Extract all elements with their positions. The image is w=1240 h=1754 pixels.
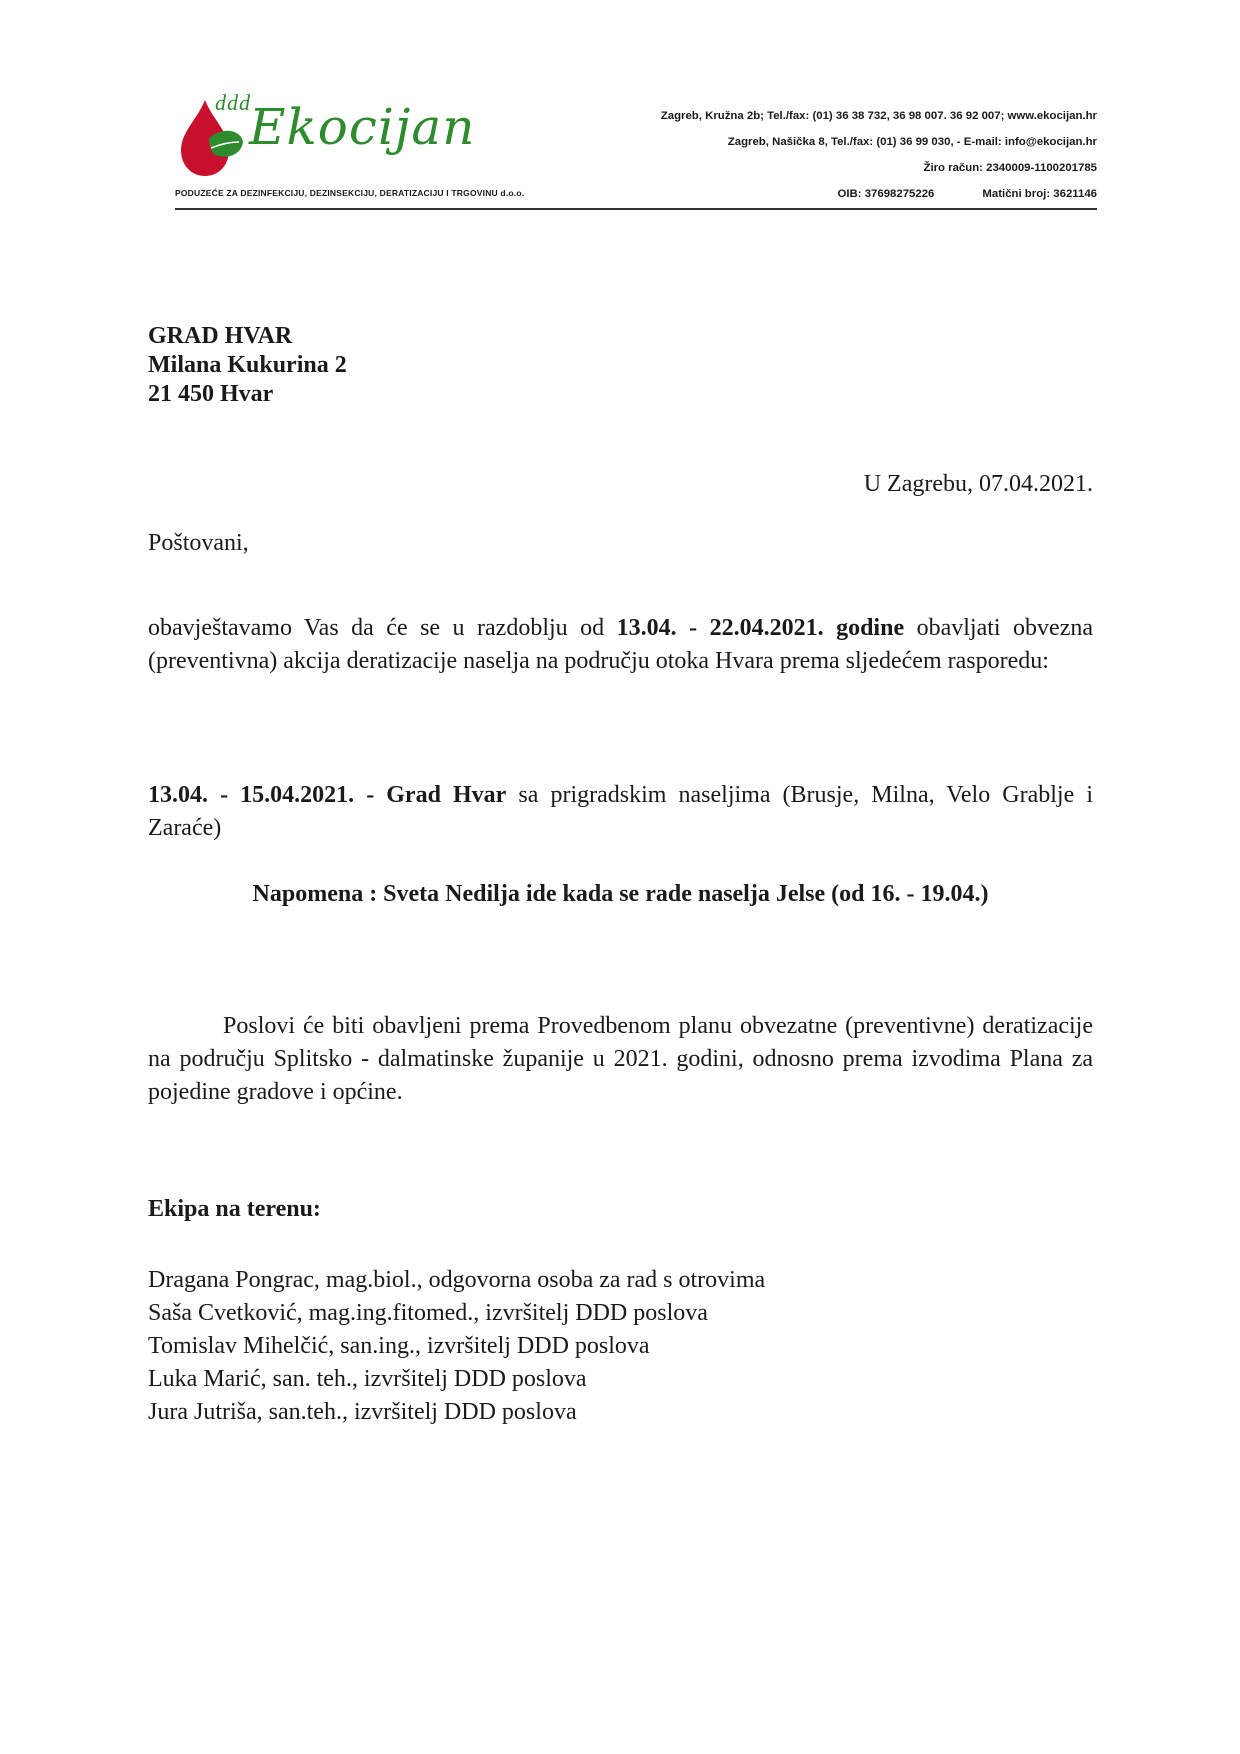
- contact-block: [661, 103, 1097, 207]
- letterhead: [175, 86, 1097, 216]
- plan-paragraph: Poslovi će biti obavljeni prema Provedbenom planu obvezatne (preventivne) deratizacije na području Splitsko - dalmatinske županije u 2021. godini, odnosno prema izvodima Plana za pojedine gradove i općine.: [148, 1013, 1093, 1105]
- letter-date: U Zagrebu, 07.04.2021.: [863, 471, 1093, 497]
- bank-account: Žiro račun: 2340009-1100201785: [923, 162, 1097, 174]
- team-member: Dragana Pongrac, mag.biol., odgovorna osoba za rad s otrovima: [148, 1267, 766, 1293]
- team-heading: Ekipa na terenu:: [148, 1196, 321, 1222]
- addressee-name: GRAD HVAR: [148, 323, 293, 349]
- period-dates: 13.04. - 22.04.2021. godine: [616, 615, 905, 641]
- logo-prefix: ddd: [215, 90, 251, 115]
- note: Napomena : Sveta Nedilja ide kada se rade naselja Jelse (od 16. - 19.04.): [252, 881, 989, 907]
- team-member: Luka Marić, san. teh., izvršitelj DDD poslova: [148, 1366, 587, 1392]
- team-member: Tomislav Mihelčić, san.ing., izvršitelj DDD poslova: [148, 1333, 650, 1359]
- oib: OIB: 37698275226: [837, 188, 935, 200]
- team-member: Saša Cvetković, mag.ing.fitomed., izvršitelj DDD poslova: [148, 1300, 708, 1326]
- intro-text: obavještavamo Vas da će se u razdoblju od: [148, 615, 617, 641]
- addressee-city: 21 450 Hvar: [148, 381, 274, 407]
- registration-row: [661, 181, 1097, 207]
- team-list: [148, 1264, 765, 1429]
- addressee-street: Milana Kukurina 2: [148, 352, 347, 378]
- schedule-details: sa prigradskim naseljima (Brusje, Milna, Velo Grablje i Zaraće): [148, 782, 1093, 841]
- schedule-place: Grad Hvar: [386, 782, 507, 808]
- header-divider: [175, 208, 1097, 210]
- greeting: Poštovani,: [148, 530, 249, 556]
- addressee-block: [148, 322, 347, 409]
- contact-line: Zagreb, Našička 8, Tel./fax: (01) 36 99 030, - E-mail: info@ekocijan.hr: [727, 136, 1097, 148]
- intro-paragraph: [148, 612, 1093, 678]
- schedule-dates: 13.04. - 15.04.2021. -: [148, 782, 387, 808]
- company-full-name: PODUZEĆE ZA DEZINFEKCIJU, DEZINSEKCIJU, DERATIZACIJU I TRGOVINU d.o.o.: [175, 188, 525, 198]
- registration-number: Matični broj: 3621146: [982, 188, 1097, 200]
- team-member: Jura Jutriša, san.teh., izvršitelj DDD poslova: [148, 1399, 577, 1425]
- intro-text-continued: obavljati obvezna (preventivna) akcija deratizacije naselja na području otoka Hvara prema sljedećem rasporedu:: [148, 615, 1094, 674]
- schedule-entry: [148, 779, 1093, 845]
- contact-line: Zagreb, Kružna 2b; Tel./fax: (01) 36 38 732, 36 98 007. 36 92 007; www.ekocijan.hr: [660, 110, 1097, 122]
- logo-wordmark: Ekocijan: [249, 98, 476, 156]
- company-logo: [175, 86, 475, 186]
